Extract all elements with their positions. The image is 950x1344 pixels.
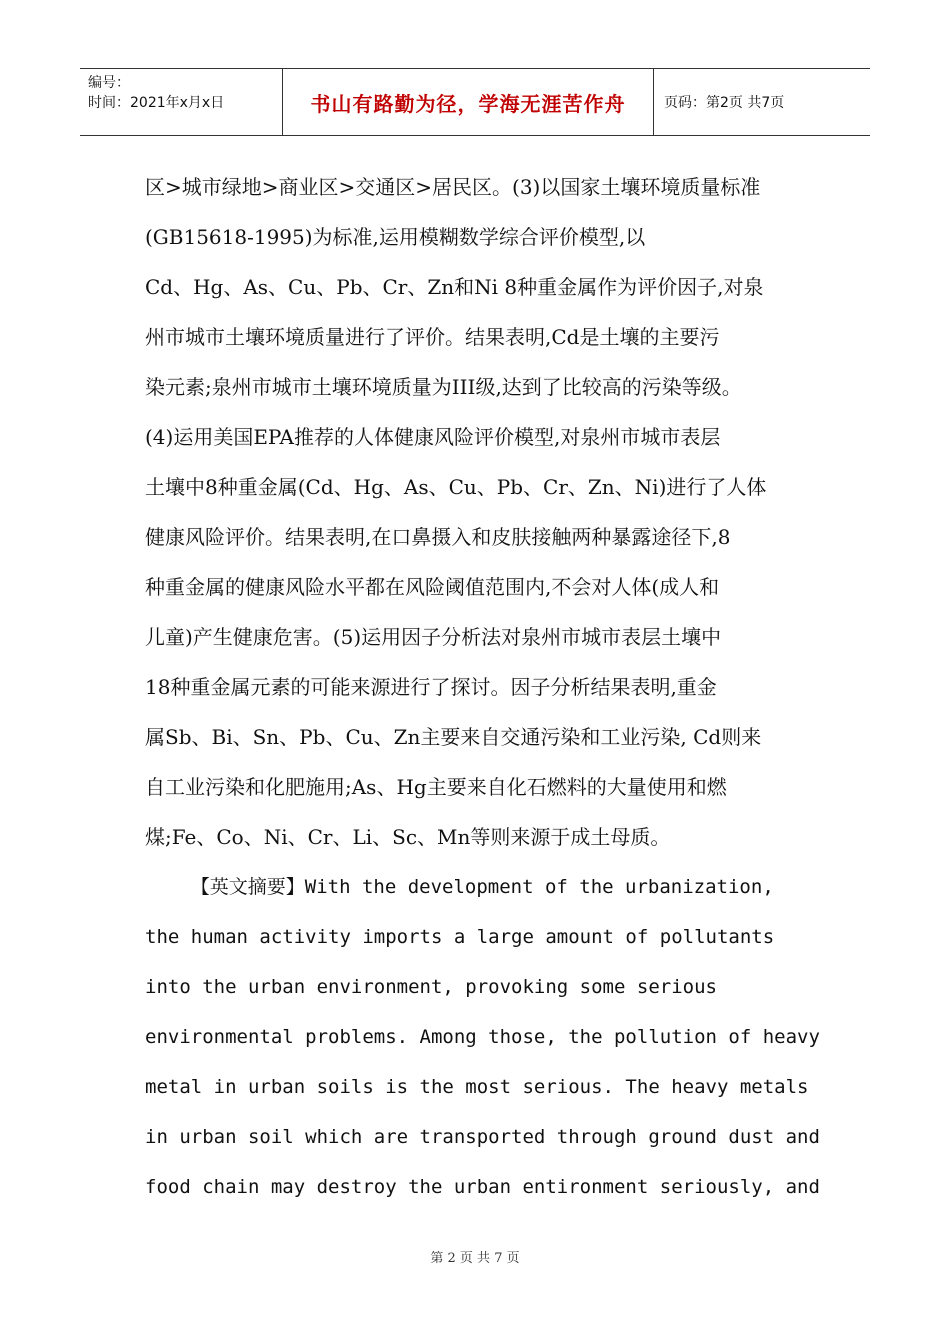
abstract-line: the human activity imports a large amount of pollutants — [145, 926, 775, 948]
abstract-heading-line: 【英文摘要】With the development of the urbanization, — [145, 876, 774, 898]
abstract-line: environmental problems. Among those, the pollution of heavy — [145, 1026, 820, 1048]
text-line: 18种重金属元素的可能来源进行了探讨。因子分析结果表明,重金 — [145, 675, 717, 699]
abstract-line: metal in urban soils is the most serious. The heavy metals — [145, 1076, 809, 1098]
page-footer: 第 2 页 共 7 页 — [430, 1251, 520, 1266]
text-line: (GB15618-1995)为标准,运用模糊数学综合评价模型,以 — [145, 225, 646, 249]
text-line: (4)运用美国EPA推荐的人体健康风险评价模型,对泉州市城市表层 — [145, 425, 721, 449]
text-line: 染元素;泉州市城市土壤环境质量为III级,达到了比较高的污染等级。 — [145, 375, 742, 399]
abstract-line: into the urban environment, provoking some serious — [145, 976, 717, 998]
page-header — [80, 68, 870, 136]
date-label: 时间：2021年x月x日 — [88, 95, 225, 111]
text-line: 健康风险评价。结果表明,在口鼻摄入和皮肤接触两种暴露途径下,8 — [145, 525, 731, 549]
text-line: 区>城市绿地>商业区>交通区>居民区。(3)以国家土壤环境质量标准 — [145, 175, 761, 199]
text-line: 煤;Fe、Co、Ni、Cr、Li、Sc、Mn等则来源于成土母质。 — [145, 825, 671, 849]
document-body — [145, 162, 820, 1212]
text-line: 属Sb、Bi、Sn、Pb、Cu、Zn主要来自交通污染和工业污染, Cd则来 — [145, 725, 762, 749]
text-line: Cd、Hg、As、Cu、Pb、Cr、Zn和Ni 8种重金属作为评价因子,对泉 — [145, 275, 764, 299]
number-label: 编号： — [88, 75, 130, 91]
abstract-line: in urban soil which are transported through ground dust and — [145, 1126, 820, 1148]
abstract-line: food chain may destroy the urban entironment seriously, and — [145, 1176, 820, 1198]
header-page-info: 页码：第2页 共7页 — [664, 95, 785, 111]
text-line: 土壤中8种重金属(Cd、Hg、As、Cu、Pb、Cr、Zn、Ni)进行了人体 — [145, 475, 767, 499]
header-meta — [80, 69, 283, 135]
text-line: 州市城市土壤环境质量进行了评价。结果表明,Cd是土壤的主要污 — [145, 325, 720, 349]
header-motto: 书山有路勤为径，学海无涯苦作舟 — [283, 69, 654, 135]
text-line: 种重金属的健康风险水平都在风险阈值范围内,不会对人体(成人和 — [145, 575, 720, 599]
text-line: 儿童)产生健康危害。(5)运用因子分析法对泉州市城市表层土壤中 — [145, 625, 722, 649]
text-line: 自工业污染和化肥施用;As、Hg主要来自化石燃料的大量使用和燃 — [145, 775, 727, 799]
